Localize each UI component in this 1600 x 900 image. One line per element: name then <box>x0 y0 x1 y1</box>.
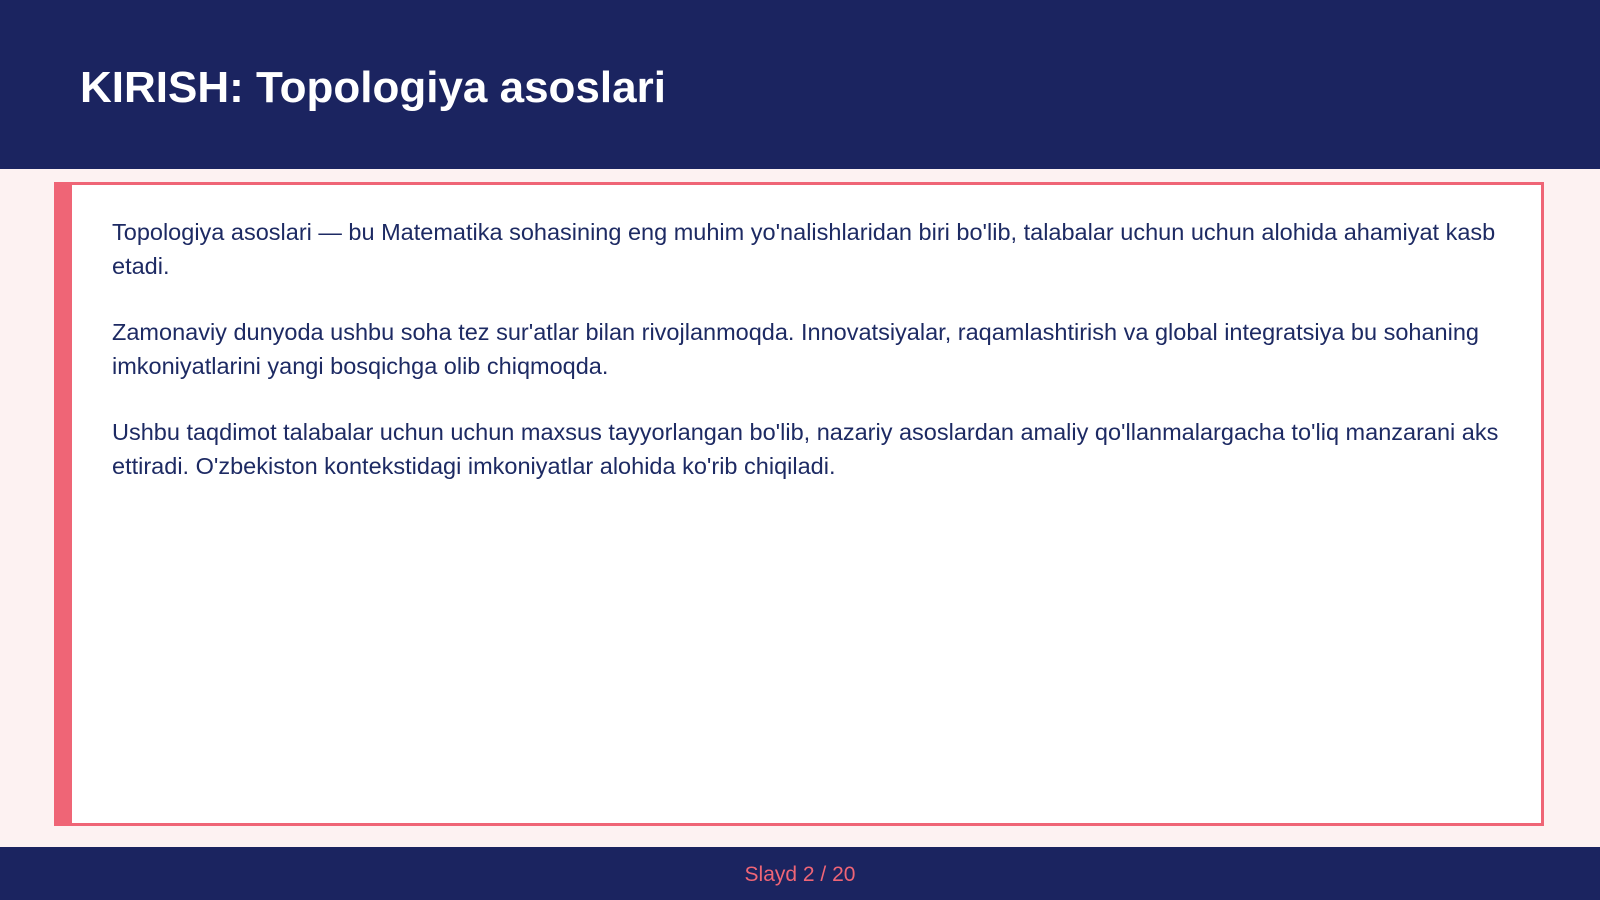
slide-number: Slayd 2 / 20 <box>744 863 856 886</box>
presentation-purpose-paragraph: Ushbu taqdimot talabalar uchun uchun maxsus tayyorlangan bo'lib, nazariy asoslardan amaliy qo'llanmalargacha to'liq manzarani aks ettiradi. O'zbekiston kontekstidagi imkoniyatlar alohida ko'rib chiqiladi. <box>112 419 1499 479</box>
content-card <box>54 182 1544 826</box>
slide-footer <box>0 847 1600 900</box>
intro-paragraph: Topologiya asoslari — bu Matematika sohasining eng muhim yo'nalishlaridan biri bo'lib, talabalar uchun uchun alohida ahamiyat kasb etadi. <box>112 219 1496 279</box>
development-paragraph: Zamonaviy dunyoda ushbu soha tez sur'atlar bilan rivojlanmoqda. Innovatsiyalar, raqamlashtirish va global integratsiya bu sohaning imkoniyatlarini yangi bosqichga olib chiqmoqda. <box>112 319 1479 379</box>
content-text <box>112 215 1502 515</box>
slide-title: KIRISH: Topologiya asoslari <box>80 63 666 112</box>
slide-header <box>0 0 1600 169</box>
